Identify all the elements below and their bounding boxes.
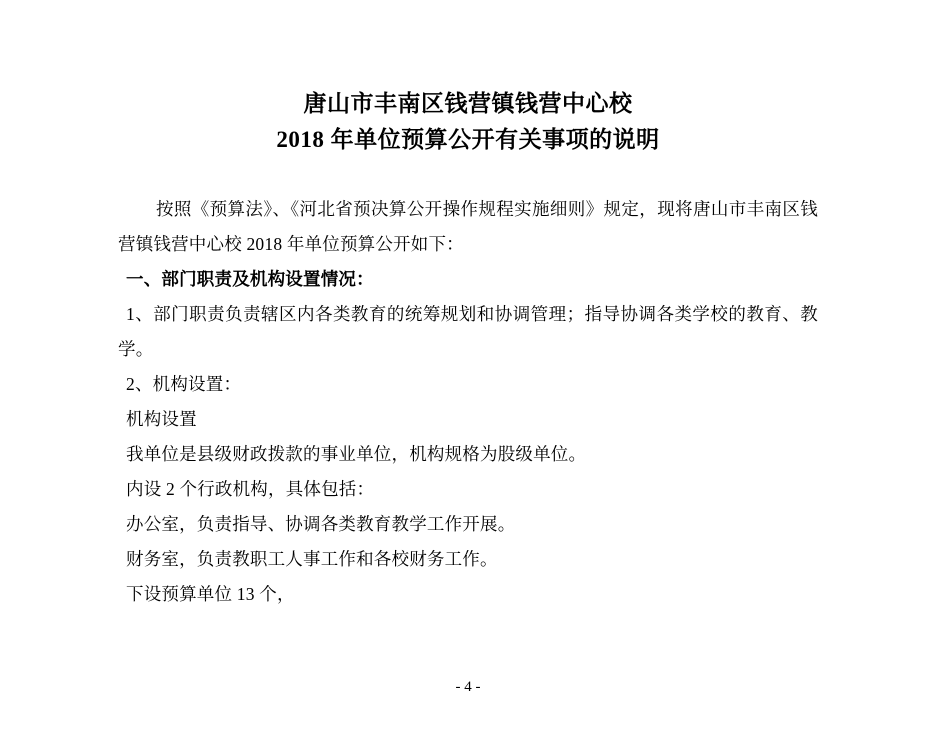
paragraph-finance-office: 财务室，负责教职工人事工作和各校财务工作。: [126, 549, 498, 569]
paragraph-section-heading-1: 一、部门职责及机构设置情况：: [126, 269, 374, 289]
paragraph-office: 办公室，负责指导、协调各类教育教学工作开展。: [126, 514, 516, 534]
page-footer: [0, 679, 936, 696]
document-body: [118, 192, 818, 612]
paragraph-unit-nature: 我单位是县级财政拨款的事业单位，机构规格为股级单位。: [126, 444, 587, 464]
paragraph-intro: 按照《预算法》、《河北省预决算公开操作规程实施细则》规定，现将唐山市丰南区钱营镇钱营中心校 2018 年单位预算公开如下：: [118, 199, 818, 254]
page-number: - 4 -: [455, 679, 481, 695]
document-page: [0, 86, 936, 748]
paragraph-duties: 1、部门职责负责辖区内各类教育的统筹规划和协调管理；指导协调各类学校的教育、教学。: [118, 304, 818, 359]
paragraph-org-setup-heading: 2、机构设置：: [126, 374, 242, 394]
title-line-2: 2018 年单位预算公开有关事项的说明: [276, 127, 660, 152]
paragraph-subordinate-units: 下设预算单位 13 个，: [126, 584, 295, 604]
document-title: [118, 86, 818, 158]
paragraph-org-setup-label: 机构设置: [126, 409, 197, 429]
title-line-1: 唐山市丰南区钱营镇钱营中心校: [303, 91, 633, 116]
paragraph-internal-orgs: 内设 2 个行政机构，具体包括：: [126, 479, 375, 499]
